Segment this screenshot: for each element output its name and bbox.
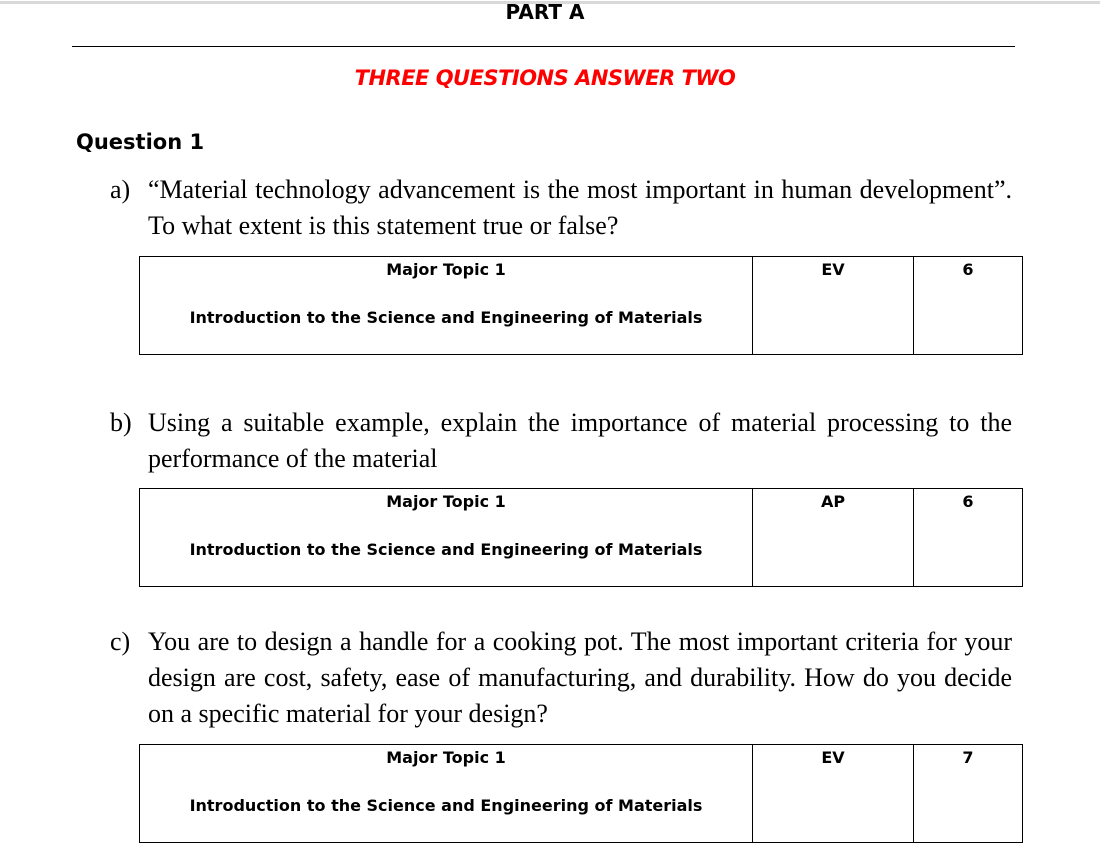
topic-table-c [139,744,1023,843]
marks-cell [914,489,1023,587]
level-cell [753,489,914,587]
major-topic: Major Topic 1 [386,748,506,767]
topic-cell [140,489,753,587]
part-text: Using a suitable example, explain the importance of material processing to the performance of the material [148,408,1012,473]
cognitive-level: EV [821,748,845,767]
topic-table-b [139,488,1023,587]
topic-cell [140,257,753,355]
question-part-b [110,405,1012,477]
marks-value: 6 [962,492,974,511]
section-divider [72,46,1015,47]
marks-cell [914,745,1023,843]
marks-value: 6 [962,260,974,279]
topic-description: Introduction to the Science and Engineering of Materials [189,796,703,815]
major-topic: Major Topic 1 [386,492,506,511]
part-text: “Material technology advancement is the most important in human development”. To what extent is this statement true or false? [148,175,1012,240]
part-label: b) [110,408,132,437]
question-part-a [110,172,1012,244]
part-title: PART A [505,0,585,24]
part-label: c) [110,627,131,656]
instruction-text: THREE QUESTIONS ANSWER TWO [354,66,736,90]
marks-cell [914,257,1023,355]
question-part-c [110,624,1012,732]
major-topic: Major Topic 1 [386,260,506,279]
topic-description: Introduction to the Science and Engineering of Materials [189,540,703,559]
topic-cell [140,745,753,843]
part-text: You are to design a handle for a cooking pot. The most important criteria for your design are cost, safety, ease of manufacturing, and durability. How do you decide on a specific material for your design? [148,627,1012,728]
topic-table-a [139,256,1023,355]
marks-value: 7 [962,748,974,767]
cognitive-level: EV [821,260,845,279]
cognitive-level: AP [820,492,846,511]
part-label: a) [110,175,131,204]
level-cell [753,257,914,355]
question-heading: Question 1 [76,130,205,154]
level-cell [753,745,914,843]
topic-description: Introduction to the Science and Engineering of Materials [189,308,703,327]
